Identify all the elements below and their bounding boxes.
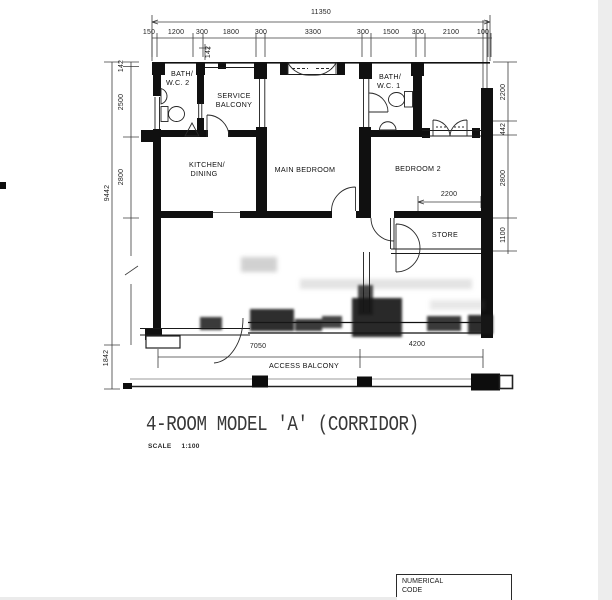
- dim-right-2800: 2800: [500, 169, 507, 187]
- scan-smudges-dark: [200, 285, 493, 337]
- dim-top-seg-0: 150: [142, 29, 156, 36]
- dim-left-total: 9442: [104, 184, 111, 202]
- dim-top-seg-7: 1500: [382, 29, 400, 36]
- code-box-line2: CODE: [402, 587, 423, 594]
- dim-bottom-4200: 4200: [408, 341, 426, 348]
- room-label-bath1-line2: W.C. 1: [377, 81, 401, 90]
- entrance-doorstep: [146, 336, 180, 348]
- room-label-bath1-line1: BATH/: [379, 72, 402, 81]
- dim-right-2200: 2200: [500, 83, 507, 101]
- scan-edge-right: [598, 0, 612, 600]
- main-bedroom-window: [288, 63, 336, 75]
- bath1-toilet-tank: [405, 92, 413, 108]
- room-label-kitchen-line1: KITCHEN/: [189, 160, 225, 169]
- room-label-service-line1: SERVICE: [217, 91, 251, 100]
- numerical-code-box: [396, 574, 512, 600]
- store-door-arc: [396, 224, 420, 272]
- dim-service-recess: 142: [205, 45, 212, 59]
- room-label-service-line2: BALCONY: [215, 100, 253, 109]
- dim-right-442: 442: [500, 122, 507, 136]
- bath2-toilet-tank: [161, 107, 168, 122]
- railing-end-notch: [500, 376, 513, 389]
- room-label-bath2-line2: W.C. 2: [166, 78, 190, 87]
- scale-note: [148, 443, 200, 450]
- dim-top-seg-9: 2100: [442, 29, 460, 36]
- dim-top-seg-8: 300: [411, 29, 425, 36]
- bath1-toilet-icon: [389, 93, 405, 107]
- dim-top-seg-4: 300: [254, 29, 268, 36]
- room-label-bedroom2: BEDROOM 2: [395, 164, 441, 173]
- dim-top-seg-2: 300: [195, 29, 209, 36]
- dim-left-1842: 1842: [103, 349, 110, 367]
- room-label-access-balcony: ACCESS BALCONY: [268, 361, 340, 370]
- dim-left-2500: 2500: [118, 93, 125, 111]
- dim-store-width: 2200: [440, 191, 458, 198]
- code-box-line1: NUMERICAL: [402, 578, 444, 585]
- dim-top-seg-10: 100: [476, 29, 490, 36]
- scale-label: SCALE: [148, 443, 172, 450]
- dim-total-width: 11350: [311, 9, 331, 16]
- bedroom2-window: [433, 120, 467, 137]
- dim-bottom-7050: 7050: [249, 343, 267, 350]
- corridor-railing: [130, 379, 512, 387]
- dim-right-1100: 1100: [500, 227, 507, 243]
- drawing-title: 4-ROOM MODEL 'A' (CORRIDOR): [146, 413, 419, 437]
- room-label-bath2-line1: BATH/: [171, 69, 194, 78]
- dim-left-142: 142: [118, 59, 125, 73]
- partition-lines: [140, 63, 481, 336]
- dim-top-seg-6: 300: [356, 29, 370, 36]
- dim-top-seg-3: 1800: [222, 29, 240, 36]
- bath2-basin-icon: [161, 89, 167, 105]
- bath2-toilet-icon: [169, 107, 185, 122]
- dim-left-2800: 2800: [118, 168, 125, 186]
- main-bedroom-door-arc: [332, 187, 356, 211]
- bath1-door-arc: [369, 93, 388, 112]
- dim-top-seg-5: 3300: [304, 29, 322, 36]
- scale-value: 1:100: [181, 443, 200, 450]
- room-label-store: STORE: [431, 230, 459, 239]
- room-label-kitchen-line2: DINING: [190, 169, 218, 178]
- dim-top-seg-1: 1200: [167, 29, 185, 36]
- bath1-basin-icon: [380, 122, 397, 130]
- room-label-main-bedroom: MAIN BEDROOM: [274, 165, 336, 174]
- service-balcony-door-arc: [207, 115, 229, 137]
